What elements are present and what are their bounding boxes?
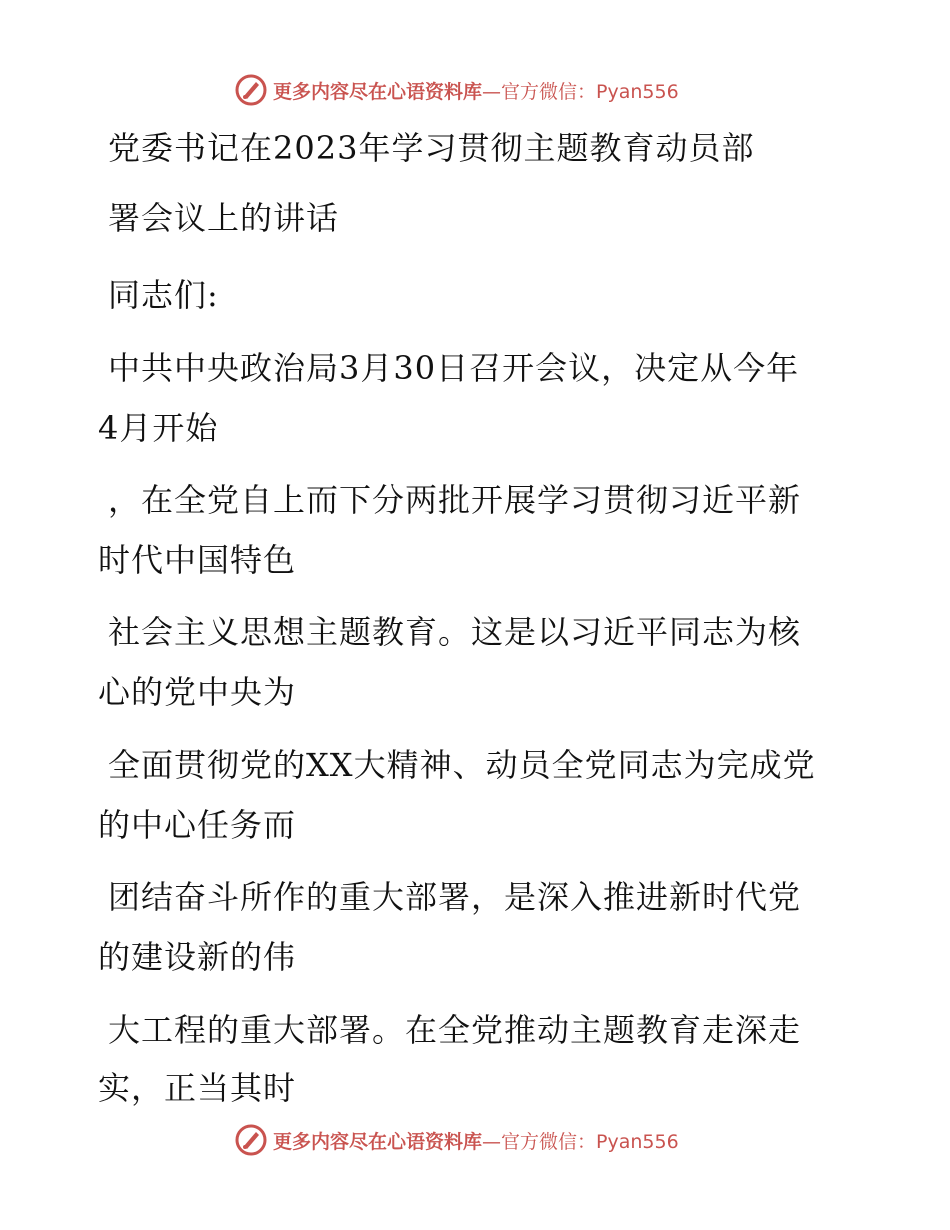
- paragraph-line: 全面贯彻党的XX大精神、动员全党同志为完成党: [108, 746, 816, 784]
- paragraph-line: 社会主义思想主题教育。这是以习近平同志为核: [108, 613, 802, 651]
- paragraph-line: 实，正当其时: [98, 1069, 297, 1107]
- paragraph-line: 中共中央政治局3月30日召开会议，决定从今年: [108, 349, 800, 387]
- watermark-contact: —官方微信：Pyan556: [482, 80, 679, 103]
- paragraph-line: 的中心任务而: [98, 806, 297, 844]
- brand-logo-icon: [235, 74, 267, 106]
- footer-watermark-banner: [235, 1120, 679, 1160]
- document-title-line-2: 署会议上的讲话: [108, 199, 340, 237]
- paragraph-line: 时代中国特色: [98, 541, 297, 579]
- paragraph-line: 心的党中央为: [98, 673, 297, 711]
- paragraph-line: 大工程的重大部署。在全党推动主题教育走深走: [108, 1011, 802, 1049]
- watermark-contact: —官方微信：Pyan556: [482, 1130, 679, 1153]
- salutation: 同志们:: [108, 276, 219, 314]
- watermark-text: [273, 1127, 679, 1154]
- paragraph-line: 的建设新的伟: [98, 938, 297, 976]
- document-title-line-1: 党委书记在2023年学习贯彻主题教育动员部: [108, 129, 755, 167]
- watermark-text: [273, 77, 679, 104]
- watermark-main: 更多内容尽在心语资料库: [273, 1130, 483, 1153]
- paragraph-line: 4月开始: [98, 409, 219, 447]
- brand-logo-icon: [235, 1124, 267, 1156]
- header-watermark-banner: [235, 70, 679, 110]
- paragraph-line: 团结奋斗所作的重大部署，是深入推进新时代党: [108, 878, 802, 916]
- watermark-main: 更多内容尽在心语资料库: [273, 80, 483, 103]
- paragraph-line: ，在全党自上而下分两批开展学习贯彻习近平新: [108, 481, 802, 519]
